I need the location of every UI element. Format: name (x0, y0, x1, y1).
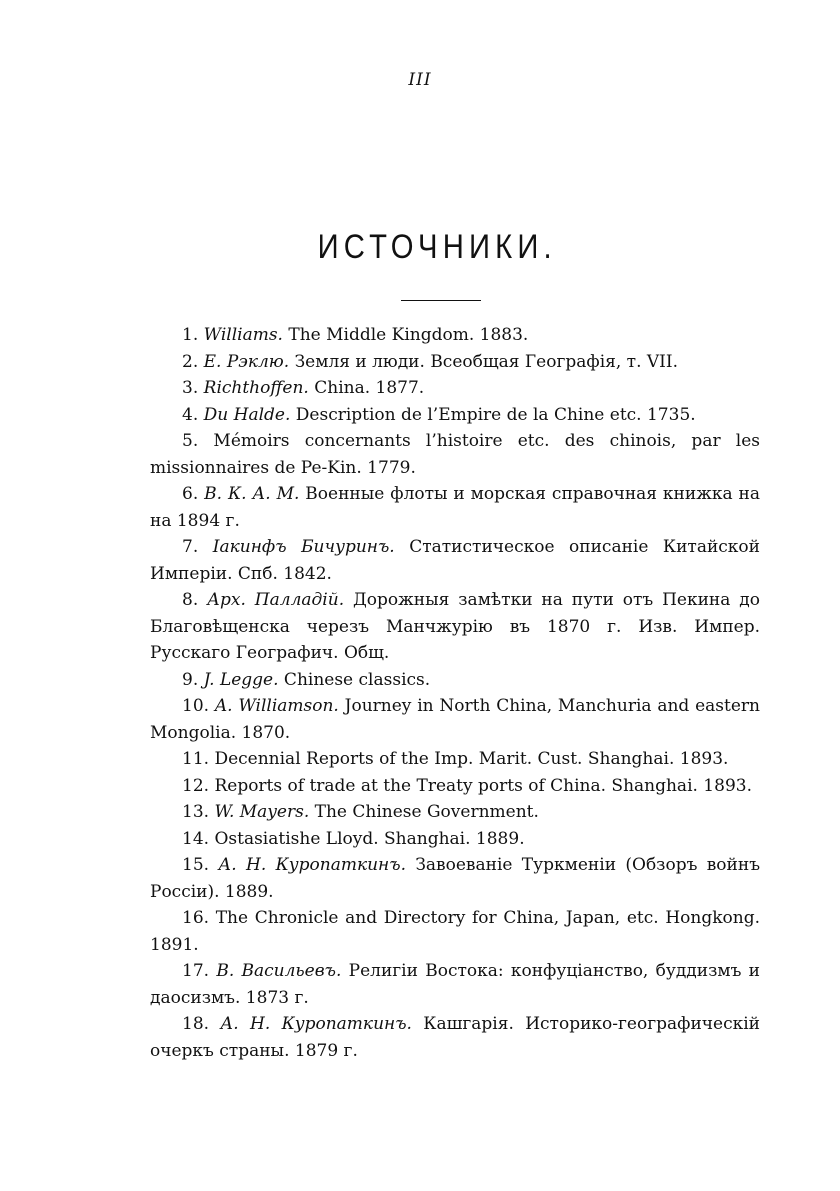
source-number: 7. (182, 537, 199, 557)
source-entry-16 (150, 905, 760, 958)
source-text: The Chinese Government. (309, 802, 539, 822)
source-author: Williams. (203, 325, 283, 345)
page-number: III (408, 70, 432, 90)
source-author: Іакинфъ Бичуринъ. (212, 537, 395, 557)
source-author: Арх. Палладій. (207, 590, 345, 610)
source-author: А. Н. Куропаткинъ. (218, 855, 406, 875)
source-author: В. Васильевъ. (216, 961, 342, 981)
title-divider (401, 300, 481, 301)
source-entry-7 (150, 534, 760, 587)
source-author: W. Mayers. (214, 802, 310, 822)
source-number: 4. (182, 404, 199, 425)
source-author: А. Н. Куропаткинъ. (220, 1014, 412, 1034)
source-text: Земля и люди. Всеобщая Географія, т. VII. (289, 351, 679, 372)
source-number: 12. (182, 775, 210, 796)
source-number: 16. (182, 908, 210, 928)
source-number: 9. (182, 669, 199, 690)
source-text: Chinese classics. (278, 669, 431, 690)
source-entry-12 (150, 773, 760, 800)
source-entry-9 (150, 667, 760, 694)
source-author: A. Williamson. (214, 696, 339, 716)
source-entry-10 (150, 693, 760, 746)
source-entry-1 (150, 322, 760, 349)
source-text: China. 1877. (308, 378, 425, 398)
source-text: Ostasiatishe Lloyd. Shanghai. 1889. (214, 828, 525, 849)
source-number: 13. (182, 802, 210, 822)
source-author: E. Рэклю. (203, 351, 290, 372)
source-number: 15. (182, 855, 210, 875)
source-author: Richthoffen. (203, 378, 309, 398)
source-number: 17. (182, 961, 210, 981)
source-entry-17 (150, 958, 760, 1011)
source-text: Дорожныя замѣтки на пути отъ Пекина до Благовѣщенска черезъ Манчжурію въ 1870 г. Изв. Импер. Русскаго Географич. Общ. (150, 590, 760, 663)
source-number: 3. (182, 378, 199, 398)
source-number: 2. (182, 351, 199, 372)
source-entry-5 (150, 428, 760, 481)
source-text: Военные флоты и морская справочная книжка на на 1894 г. (150, 484, 760, 531)
source-author: J. Legge. (203, 669, 279, 690)
source-number: 8. (182, 590, 199, 610)
source-entry-11 (150, 746, 760, 773)
source-number: 14. (182, 828, 210, 849)
source-number: 11. (182, 749, 210, 769)
source-text: Decennial Reports of the Imp. Marit. Cust. Shanghai. 1893. (214, 749, 729, 769)
source-text: Journey in North China, Manchuria and eastern Mongolia. 1870. (150, 696, 760, 743)
source-number: 5. (182, 431, 199, 451)
source-number: 18. (182, 1014, 210, 1034)
source-entry-8 (150, 587, 760, 667)
source-entry-18 (150, 1011, 760, 1064)
source-text: Религіи Востока: конфуціанство, буддизмъ и даосизмъ. 1873 г. (150, 961, 761, 1008)
sources-list (150, 322, 760, 1064)
source-number: 1. (182, 325, 199, 345)
source-text: The Chronicle and Directory for China, Japan, etc. Hongkong. 1891. (150, 908, 761, 955)
source-entry-4 (150, 402, 760, 429)
source-entry-6 (150, 481, 760, 534)
page-title: ИСТОЧНИКИ. (317, 228, 557, 266)
source-text: Reports of trade at the Treaty ports of China. Shanghai. 1893. (214, 775, 752, 796)
source-entry-15 (150, 852, 760, 905)
source-number: 10. (182, 696, 210, 716)
source-author: В. К. А. М. (204, 484, 300, 504)
source-text: The Middle Kingdom. 1883. (282, 325, 529, 345)
source-number: 6. (182, 484, 199, 504)
source-entry-13 (150, 799, 760, 826)
source-text: Mémoirs concernants l’histoire etc. des chinois, par les missionnaires de Pe-Kin. 1779. (150, 431, 760, 478)
source-entry-14 (150, 826, 760, 853)
source-text: Завоеваніе Туркменіи (Обзоръ войнъ Россіи). 1889. (150, 855, 761, 902)
source-entry-3 (150, 375, 760, 402)
source-text: Кашгарія. Историко-географическій очеркъ страны. 1879 г. (150, 1014, 760, 1061)
source-text: Description de l’Empire de la Chine etc. 1735. (290, 404, 696, 425)
source-entry-2 (150, 349, 760, 376)
source-text: Статистическое описаніе Китайской Имперіи. Спб. 1842. (150, 537, 760, 584)
source-author: Du Halde. (203, 404, 291, 425)
